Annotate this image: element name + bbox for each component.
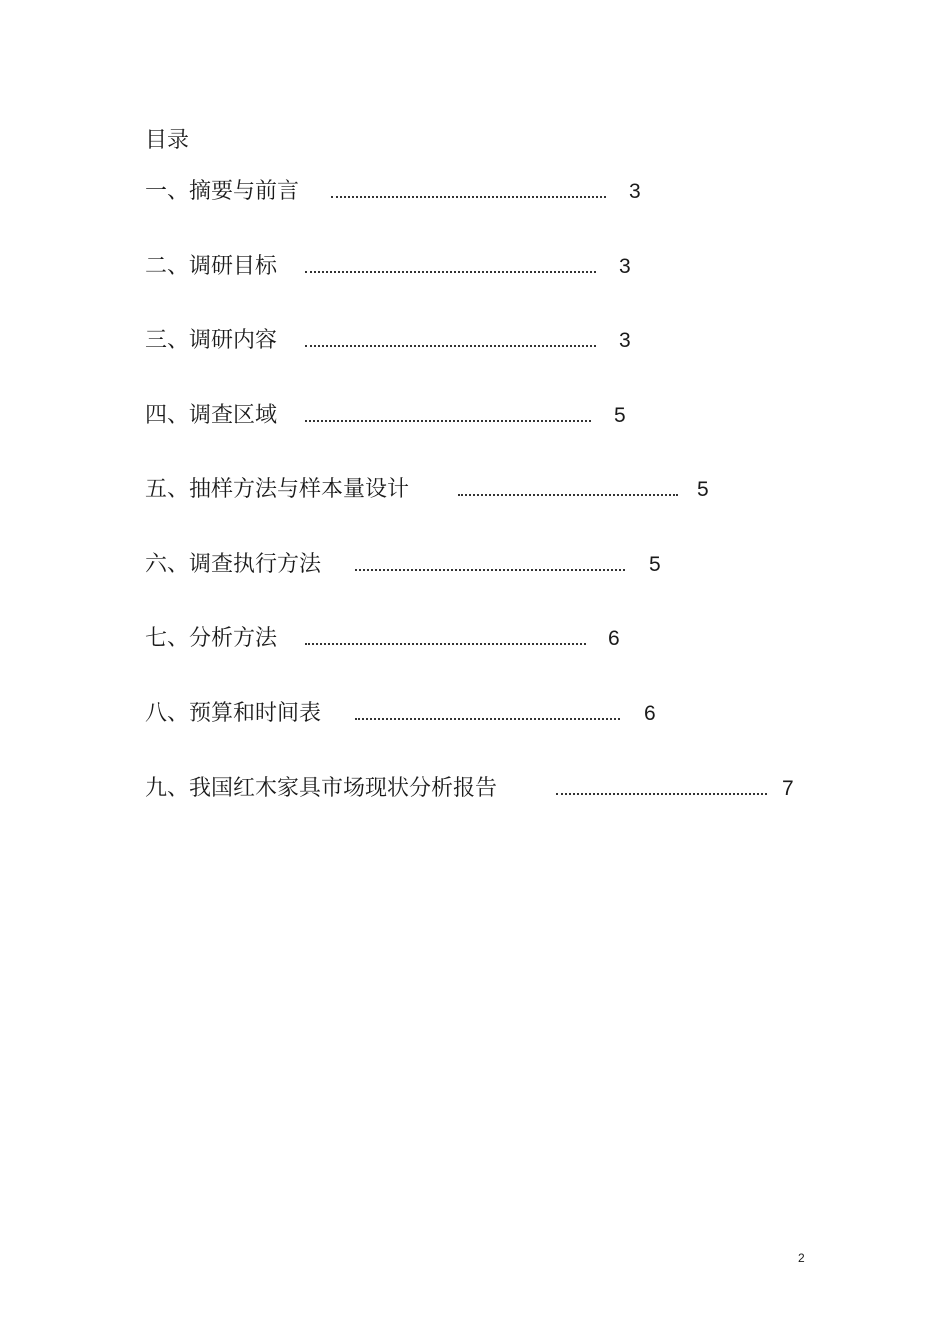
toc-leader-dots [305, 345, 596, 347]
toc-entry-page: 3 [619, 255, 631, 278]
toc-leader-dots [355, 569, 625, 571]
toc-leader-dots [305, 271, 596, 273]
toc-entry-title: 三、调研内容 [145, 328, 278, 353]
toc-entry-title: 一、摘要与前言 [145, 179, 300, 204]
toc-entry-page: 3 [619, 329, 631, 352]
page-number: 2 [798, 1251, 805, 1265]
toc-entry-page: 5 [697, 478, 709, 501]
toc-leader-dots [458, 494, 678, 496]
toc-heading: 目录 [145, 128, 190, 153]
toc-entry-title: 八、预算和时间表 [145, 701, 322, 726]
toc-entry-title: 二、调研目标 [145, 254, 278, 279]
toc-entry-page: 5 [614, 404, 626, 427]
toc-entry-title: 九、我国红木家具市场现状分析报告 [145, 776, 498, 801]
toc-entry-page: 6 [644, 702, 656, 725]
toc-entry-page: 7 [782, 777, 794, 800]
toc-leader-dots [556, 793, 767, 795]
toc-entry-title: 四、调查区域 [145, 403, 278, 428]
toc-leader-dots [305, 420, 591, 422]
toc-entry-title: 六、调查执行方法 [145, 552, 322, 577]
toc-entry-page: 6 [608, 627, 620, 650]
toc-entry-page: 5 [649, 553, 661, 576]
toc-entry-title: 七、分析方法 [145, 626, 278, 651]
toc-leader-dots [331, 196, 606, 198]
toc-entry-page: 3 [629, 180, 641, 203]
toc-leader-dots [355, 718, 620, 720]
toc-entry-title: 五、抽样方法与样本量设计 [145, 477, 410, 502]
toc-leader-dots [305, 643, 586, 645]
